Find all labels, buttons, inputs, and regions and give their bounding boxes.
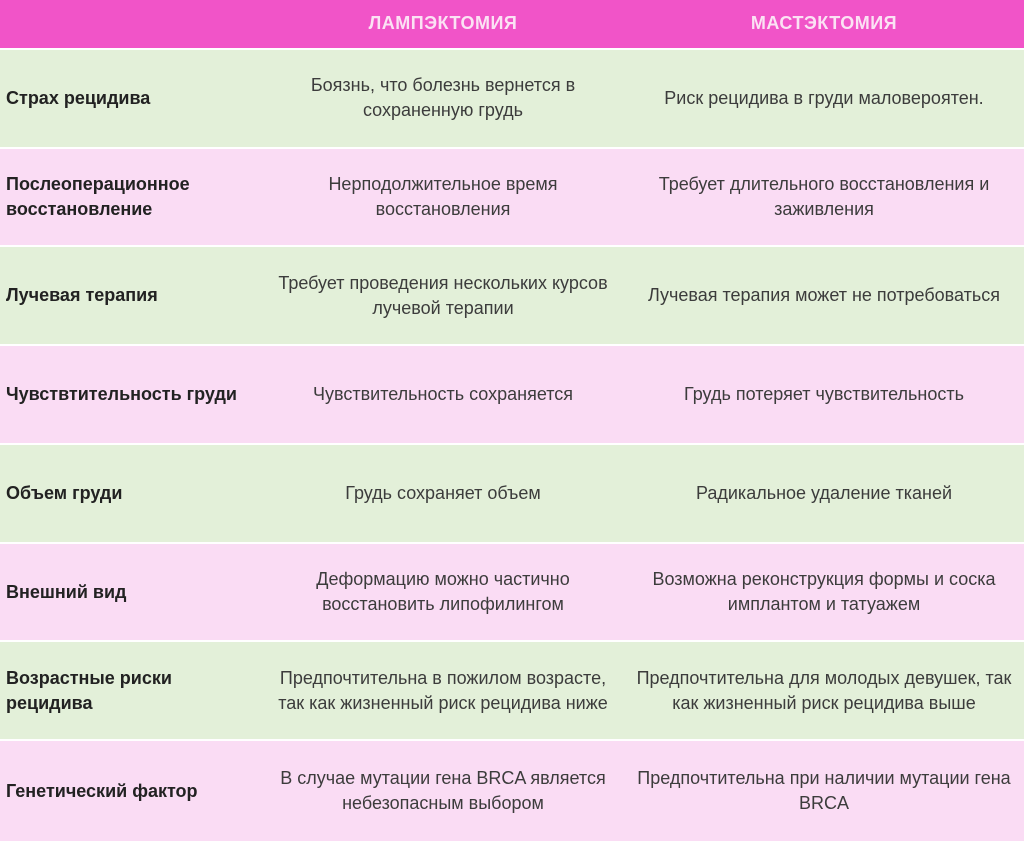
lumpectomy-cell: Деформацию можно частично восстановить липофилингом [316,569,570,615]
mastectomy-cell: Грудь потеряет чувствительность [684,384,964,405]
lumpectomy-cell: Требует проведения нескольких курсов лучевой терапии [278,272,608,318]
mastectomy-cell: Возможна реконструкция формы и соска имплантом и татуажем [652,569,996,615]
row-label: Лучевая терапия [6,285,158,306]
header-mastectomy: МАСТЭКТОМИЯ [750,13,898,34]
lumpectomy-cell: Боязнь, что болезнь вернется в сохраненную грудь [310,75,576,121]
table-row [0,642,1024,741]
header-lumpectomy: ЛАМПЭКТОМИЯ [368,13,518,34]
lumpectomy-cell: Чувствительность сохраняется [312,384,574,405]
lumpectomy-cell: Грудь сохраняет объем [345,482,541,503]
table-row [0,50,1024,149]
mastectomy-cell: Радикальное удаление тканей [695,482,953,503]
row-label: Страх рецидива [6,87,151,108]
mastectomy-cell: Предпочтительна для молодых девушек, так как жизненный риск рецидива выше [636,667,1012,713]
table-row [0,149,1024,248]
mastectomy-cell: Требует длительного восстановления и заживления [658,174,990,220]
lumpectomy-cell: Предпочтительна в пожилом возрасте, так как жизненный риск рецидива ниже [278,667,608,713]
mastectomy-cell: Предпочтительна при наличии мутации гена BRCA [637,768,1011,814]
mastectomy-cell: Риск рецидива в груди маловероятен. [664,87,984,108]
table-header [0,0,1024,50]
table-row [0,445,1024,544]
table-row [0,247,1024,346]
row-label: Внешний вид [6,581,127,602]
table-row [0,741,1024,841]
row-label: Генетический фактор [6,780,198,801]
row-label: Возрастные риски рецидива [6,667,172,713]
header-empty-cell [0,0,262,48]
lumpectomy-cell: Нерподолжительное время восстановления [328,174,558,220]
table-row [0,346,1024,445]
table-row [0,544,1024,643]
mastectomy-cell: Лучевая терапия может не потребоваться [647,285,1001,306]
lumpectomy-cell: В случае мутации гена BRCA является небезопасным выбором [280,768,606,814]
row-label: Объем груди [6,482,123,503]
row-label: Чувствтительность груди [6,384,237,405]
row-label: Послеоперационное восстановление [6,174,190,220]
